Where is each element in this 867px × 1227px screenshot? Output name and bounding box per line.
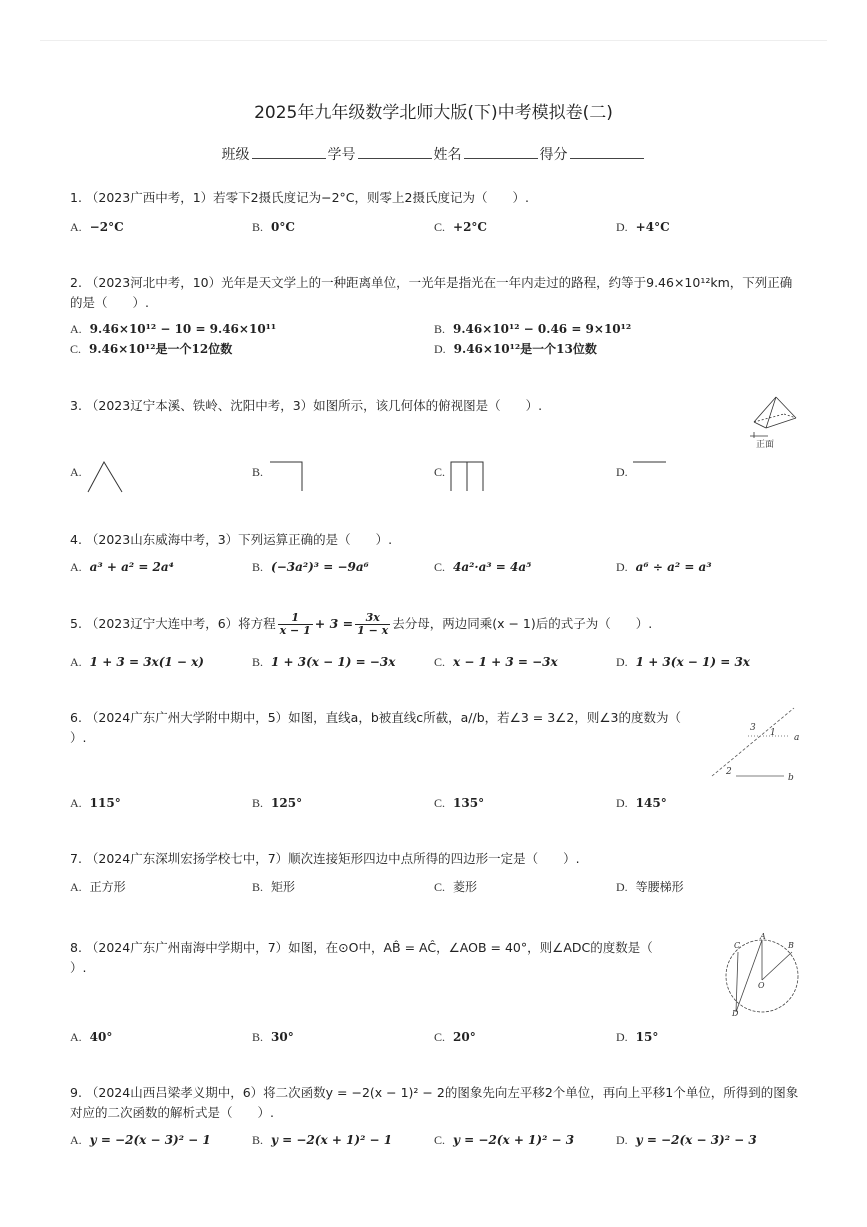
q8-label-b: B (788, 941, 794, 950)
q7-option-a[interactable]: A. 正方形 (70, 880, 126, 894)
q3-solid-figure (748, 392, 804, 452)
q6-line2: ）. (70, 730, 87, 745)
q1-option-a[interactable]: A. −2°C (70, 220, 124, 234)
question-3-text: 3. （2023辽宁本溪、铁岭、沈阳中考，3）如图所示，该几何体的俯视图是（ ）. (70, 398, 543, 413)
q8-option-b[interactable]: B. 30° (252, 1030, 294, 1044)
q8-label-c: C (734, 941, 741, 950)
q6-label-1: 1 (770, 728, 776, 738)
q8-circle-figure (722, 932, 806, 1016)
q6-parallel-lines-figure (708, 704, 804, 786)
q6-option-a[interactable]: A. 115° (70, 796, 121, 810)
q6-label-3: 3 (750, 723, 756, 733)
q8-line2: ）. (70, 960, 87, 975)
q4-option-a[interactable]: A. a³ + a² = 2a⁴ (70, 560, 174, 574)
q6-option-b[interactable]: B. 125° (252, 796, 303, 810)
q9-line2: 对应的二次函数的解析式是（ ）. (70, 1105, 274, 1120)
q4-option-c[interactable]: C. 4a²·a³ = 4a⁵ (434, 560, 532, 574)
q7-option-b[interactable]: B. 矩形 (252, 880, 296, 894)
q9-option-c[interactable]: C. y = −2(x + 1)² − 3 (434, 1133, 575, 1147)
q5-option-d[interactable]: D. 1 + 3(x − 1) = 3x (616, 655, 750, 669)
q7-option-c[interactable]: C. 菱形 (434, 880, 478, 894)
question-5-text (70, 612, 800, 637)
q9-option-a[interactable]: A. y = −2(x − 3)² − 1 (70, 1133, 211, 1147)
q1-option-d[interactable]: D. +4°C (616, 220, 670, 234)
q4-option-b[interactable]: B. (−3a²)³ = −9a⁶ (252, 560, 369, 574)
q1-option-b[interactable]: B. 0°C (252, 220, 295, 234)
id-label: 学号 (327, 147, 356, 163)
q7-option-d[interactable]: D. 等腰梯形 (616, 880, 684, 894)
q8-option-a[interactable]: A. 40° (70, 1030, 113, 1044)
q6-label-2: 2 (726, 767, 732, 777)
question-6-text (70, 708, 690, 748)
q9-option-d[interactable]: D. y = −2(x − 3)² − 3 (616, 1133, 757, 1147)
q3-option-c-figure (449, 460, 489, 494)
q8-option-d[interactable]: D. 15° (616, 1030, 659, 1044)
name-blank[interactable] (464, 146, 538, 159)
q5-post: 去分母，两边同乘(x − 1)后的式子为（ ）. (392, 616, 653, 631)
q3-option-a[interactable]: A. (70, 465, 82, 479)
question-8-text (70, 938, 690, 978)
q2-option-b[interactable]: B. 9.46×10¹² − 0.46 = 9×10¹² (434, 322, 632, 336)
q5-option-b[interactable]: B. 1 + 3(x − 1) = −3x (252, 655, 396, 669)
q4-option-d[interactable]: D. a⁶ ÷ a² = a³ (616, 560, 712, 574)
name-label: 姓名 (433, 147, 462, 163)
q9-option-b[interactable]: B. y = −2(x + 1)² − 1 (252, 1133, 393, 1147)
student-info-line (0, 144, 867, 164)
q1-option-c[interactable]: C. +2°C (434, 220, 487, 234)
q8-line1: 8. （2024广东广州南海中学期中，7）如图，在⊙O中，AB̂ = AĈ，∠AOB = 40°，则∠ADC的度数是（ (70, 940, 653, 955)
q6-option-d[interactable]: D. 145° (616, 796, 667, 810)
q5-fraction-1: $\frac{1}{x - 1}$ (279, 611, 311, 637)
q3-option-b-figure (268, 460, 308, 494)
q2-option-d[interactable]: D. 9.46×10¹²是一个13位数 (434, 342, 597, 356)
question-4-text: 4. （2023山东威海中考，3）下列运算正确的是（ ）. (70, 532, 393, 547)
question-9-text (70, 1083, 800, 1123)
q6-option-c[interactable]: C. 135° (434, 796, 485, 810)
question-7-text: 7. （2024广东深圳宏扬学校七中，7）顺次连接矩形四边中点所得的四边形一定是（ ）. (70, 851, 580, 866)
q5-mid: + 3 = (314, 616, 354, 631)
question-2-text (70, 273, 800, 313)
page-title: 2025年九年级数学北师大版(下)中考模拟卷(二) (254, 103, 613, 123)
q9-line1: 9. （2024山西吕梁孝义期中，6）将二次函数y = −2(x − 1)² − 2的图象先向左平移2个单位，再向上平移1个单位，所得到的图象 (70, 1085, 799, 1100)
q8-label-o: O (758, 981, 765, 990)
score-label: 得分 (539, 147, 568, 163)
q3-option-d-figure (632, 460, 672, 470)
class-label: 班级 (221, 147, 250, 163)
question-1-text: 1. （2023广西中考，1）若零下2摄氏度记为−2°C，则零上2摄氏度记为（ ）. (70, 190, 529, 205)
q5-option-c[interactable]: C. x − 1 + 3 = −3x (434, 655, 558, 669)
score-blank[interactable] (570, 146, 644, 159)
q3-option-b[interactable]: B. (252, 465, 264, 479)
q3-fig-label: 正面 (756, 439, 775, 449)
class-blank[interactable] (252, 146, 326, 159)
q2-line1: 2. （2023河北中考，10）光年是天文学上的一种距离单位，一光年是指光在一年内走过的路程，约等于9.46×10¹²km，下列正确 (70, 275, 793, 290)
q2-option-c[interactable]: C. 9.46×10¹²是一个12位数 (70, 342, 233, 356)
q5-fraction-2: $\frac{3x}{1 - x}$ (357, 611, 389, 637)
top-divider (40, 40, 827, 41)
q6-label-b: b (788, 773, 794, 783)
q5-pre: 5. （2023辽宁大连中考，6）将方程 (70, 616, 276, 631)
q3-option-d[interactable]: D. (616, 465, 628, 479)
q8-label-a: A (760, 932, 766, 941)
q3-option-c[interactable]: C. (434, 465, 446, 479)
q8-option-c[interactable]: C. 20° (434, 1030, 476, 1044)
q8-label-d: D (732, 1009, 739, 1018)
id-blank[interactable] (358, 146, 432, 159)
q3-option-a-figure (86, 458, 126, 494)
q6-line1: 6. （2024广东广州大学附中期中，5）如图，直线a，b被直线c所截，a//b，若∠3 = 3∠2，则∠3的度数为（ (70, 710, 682, 725)
q2-option-a[interactable]: A. 9.46×10¹² − 10 = 9.46×10¹¹ (70, 322, 277, 336)
q2-line2: 的是（ ）. (70, 295, 149, 310)
q6-label-a: a (794, 733, 800, 743)
q5-option-a[interactable]: A. 1 + 3 = 3x(1 − x) (70, 655, 204, 669)
